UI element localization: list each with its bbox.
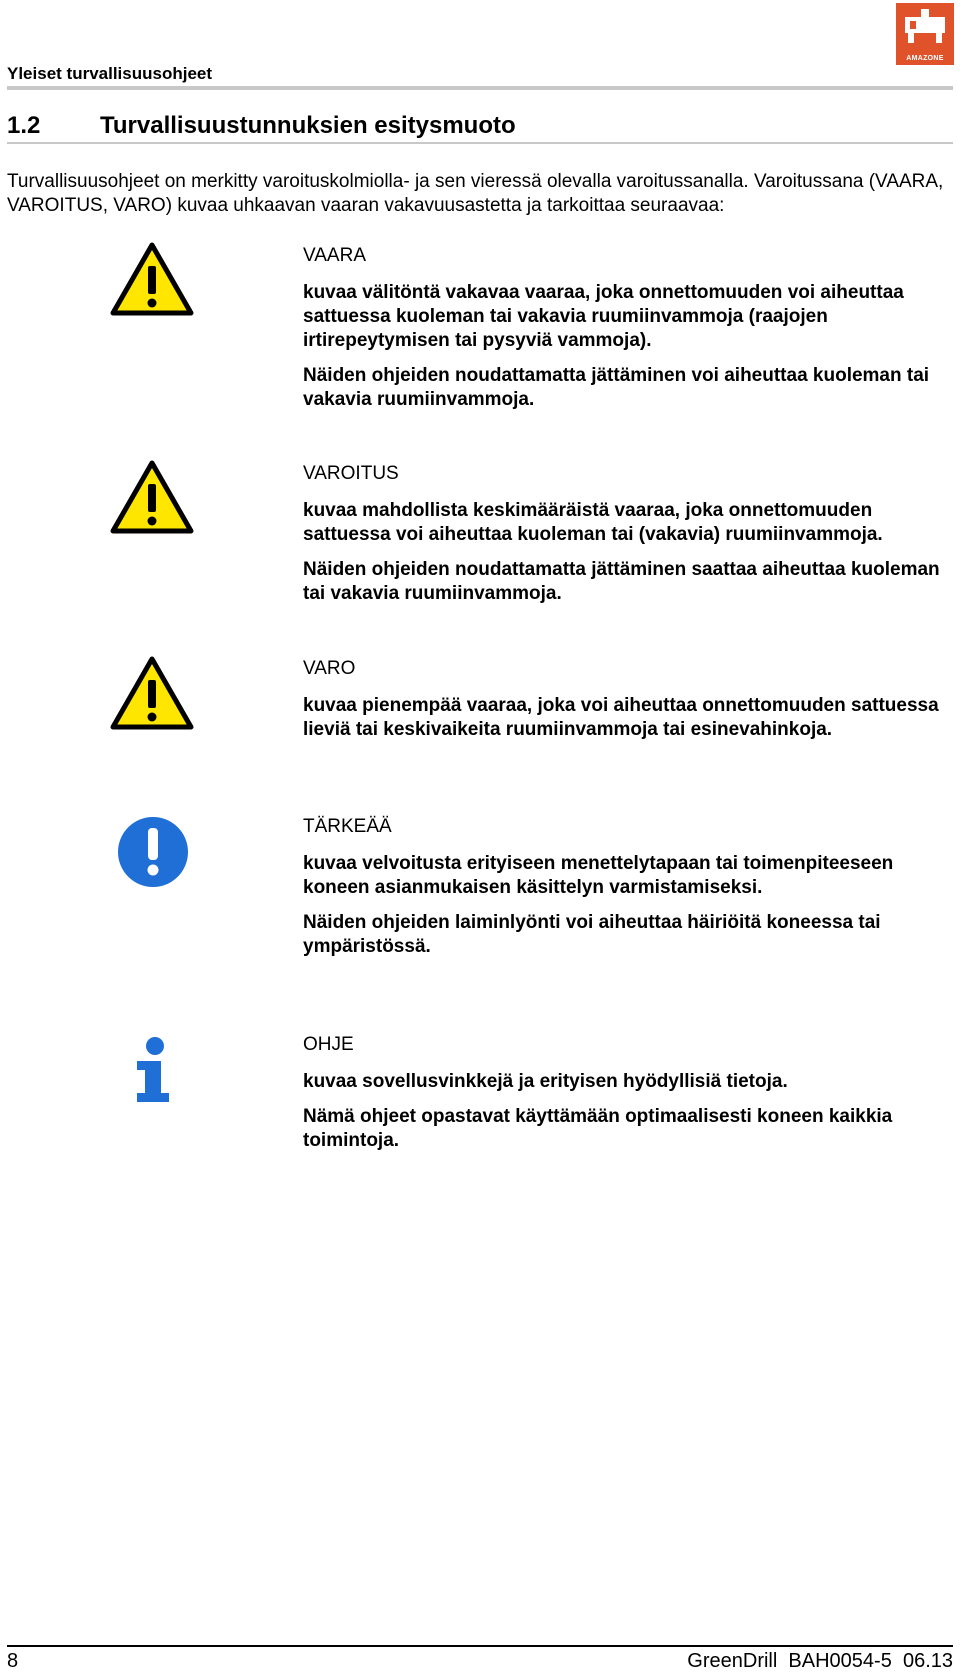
section-number: 1.2 xyxy=(7,112,41,139)
header-divider xyxy=(7,86,953,90)
footer-divider xyxy=(7,1645,953,1647)
notice-consequence: Näiden ohjeiden noudattamatta jättäminen voi aiheuttaa kuoleman tai vakavia ruumiinvammoja. xyxy=(303,365,930,410)
notice-description: kuvaa pienempää vaaraa, joka voi aiheuttaa onnettomuuden sattuessa lieviä tai keskivaikeita ruumiinvammoja tai esinevahinkoja. xyxy=(303,695,939,740)
notice-description: kuvaa välitöntä vakavaa vaaraa, joka onnettomuuden voi aiheuttaa sattuessa kuoleman tai vakavia ruumiinvammoja (raajojen irtirepeytymisen tai pysyviä vammoja). xyxy=(303,282,904,351)
notice-description: kuvaa mahdollista keskimääräistä vaaraa, joka onnettomuuden sattuessa voi aiheuttaa kuoleman tai (vakavia) ruumiinvammoja. xyxy=(303,500,883,545)
notice-consequence: Näiden ohjeiden laiminlyönti voi aiheuttaa häiriöitä koneessa tai ympäristössä. xyxy=(303,912,881,957)
section-title: Turvallisuustunnuksien esitysmuoto xyxy=(100,112,516,139)
warning-triangle-icon xyxy=(110,242,194,316)
logo-text: AMAZONE xyxy=(906,55,944,62)
section-divider xyxy=(7,142,953,144)
intro-paragraph: Turvallisuusohjeet on merkitty varoituskolmiolla- ja sen vieressä olevalla varoitussanalla. Varoitussana (VAARA, VAROITUS, VARO) kuvaa uhkaavan vaaran vakavuusastetta ja tarkoittaa seuraavaa: xyxy=(7,171,944,216)
notice-consequence: Näiden ohjeiden noudattamatta jättäminen saattaa aiheuttaa kuoleman tai vakavia ruumiinvammoja. xyxy=(303,559,940,604)
logo-emblem-icon xyxy=(896,3,954,49)
info-icon xyxy=(133,1037,173,1103)
notice-consequence: Nämä ohjeet opastavat käyttämään optimaalisesti koneen kaikkia toimintoja. xyxy=(303,1106,893,1151)
notice-ohje xyxy=(303,1033,953,1164)
notice-tarkeaa xyxy=(303,815,953,970)
notice-label: VAROITUS xyxy=(303,463,399,484)
warning-triangle-icon xyxy=(110,656,194,730)
notice-description: kuvaa sovellusvinkkejä ja erityisen hyödyllisiä tietoja. xyxy=(303,1071,788,1092)
notice-varo xyxy=(303,657,953,753)
notice-label: VARO xyxy=(303,658,356,679)
running-header-title: Yleiset turvallisuusohjeet xyxy=(7,64,213,83)
notice-varoitus xyxy=(303,462,953,617)
warning-triangle-icon xyxy=(110,460,194,534)
notice-description: kuvaa velvoitusta erityiseen menettelytapaan tai toimenpiteeseen koneen asianmukaisen käsittelyn varmistamiseksi. xyxy=(303,853,894,898)
notice-label: TÄRKEÄÄ xyxy=(303,816,392,837)
page-number: 8 xyxy=(7,1650,19,1672)
notice-label: VAARA xyxy=(303,245,367,266)
document-reference: GreenDrill BAH0054-5 06.13 xyxy=(687,1650,953,1672)
notice-vaara xyxy=(303,244,953,423)
amazone-logo xyxy=(896,3,954,65)
exclamation-circle-icon xyxy=(117,816,189,888)
notice-label: OHJE xyxy=(303,1034,354,1055)
